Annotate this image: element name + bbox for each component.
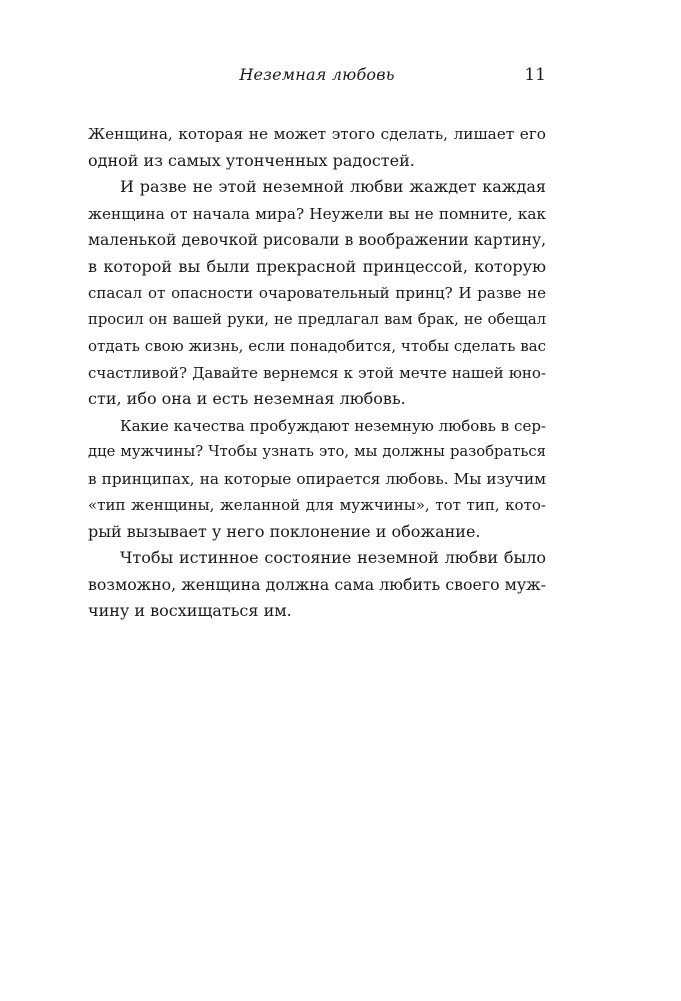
page-number: 11 (524, 65, 546, 85)
text-line: Какие качества пробуждают неземную любовь в сер- (120, 416, 546, 435)
text-line: И разве не этой неземной любви жаждет каждая (120, 177, 546, 196)
running-head (88, 64, 546, 92)
text-line: возможно, женщина должна сама любить своего муж- (88, 574, 546, 594)
text-line: одной из самых утонченных радостей. (88, 150, 415, 170)
text-line: Чтобы истинное состояние неземной любви было (120, 548, 546, 567)
text-line: дце мужчины? Чтобы узнать это, мы должны разобраться (88, 443, 546, 460)
text-line: в которой вы были прекрасной принцессой, которую (88, 256, 546, 276)
text-line: чину и восхищаться им. (88, 601, 292, 620)
text-line: женщина от начала мира? Неужели вы не помните, как (88, 204, 546, 223)
text-line: отдать свою жизнь, если понадобится, чтобы сделать вас (88, 337, 546, 355)
text-line: маленькой девочкой рисовали в воображении картину, (88, 231, 546, 249)
text-line: просил он вашей руки, не предлагал вам брак, не обещал (88, 310, 546, 328)
text-line: в принципах, на которые опирается любовь. Мы изучим (88, 469, 546, 488)
text-line: сти, ибо она и есть неземная любовь. (88, 389, 406, 408)
running-title: Неземная любовь (239, 65, 395, 84)
body-text (88, 121, 546, 625)
text-line: счастливой? Давайте вернемся к этой мечте нашей юно- (88, 363, 546, 382)
text-line: Женщина, которая не может этого сделать, лишает его (88, 125, 546, 143)
text-line: «тип женщины, желанной для мужчины», тот тип, кото- (88, 496, 546, 514)
text-line: спасал от опасности очаровательный принц? И разве не (88, 284, 546, 302)
text-line: рый вызывает у него поклонение и обожание. (88, 521, 481, 541)
